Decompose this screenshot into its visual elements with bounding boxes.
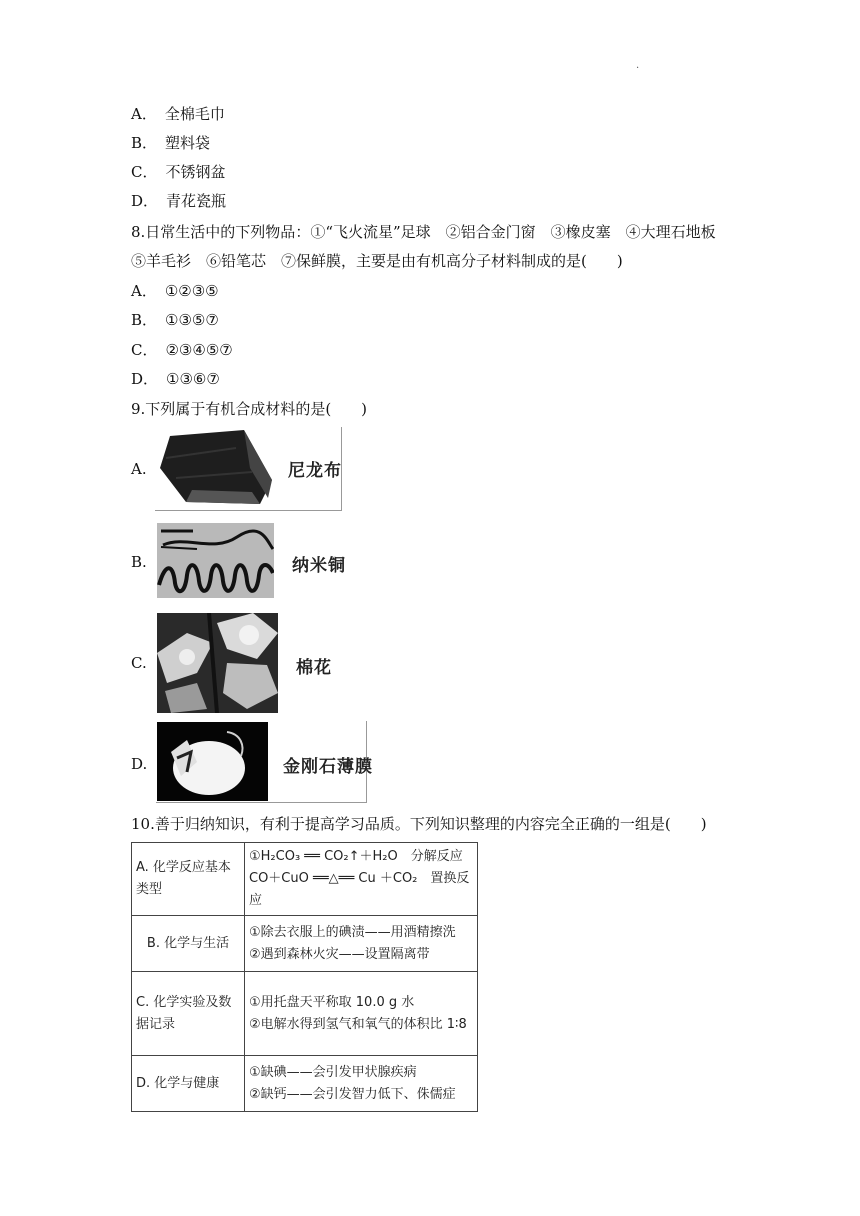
q9-option-b-caption: 纳米铜 [292, 556, 346, 576]
option-label: C． [131, 163, 158, 181]
content-line: ①H₂CO₃ ══ CO₂↑＋H₂O 分解反应 [249, 849, 463, 864]
option-text: ①③⑤⑦ [165, 311, 219, 329]
option-text: ①②③⑤ [164, 282, 219, 300]
diamond-film-image [157, 722, 268, 801]
option-label: D． [131, 192, 159, 210]
nylon-cloth-image [156, 428, 274, 508]
option-text: ②③④⑤⑦ [165, 341, 233, 359]
table-cell-content [245, 916, 478, 972]
table-row [132, 843, 478, 916]
content-line: ②缺钙——会引发智力低下、侏儒症 [249, 1086, 456, 1102]
table-cell-category: B. 化学与生活 [132, 916, 245, 972]
option-label: A． [131, 105, 157, 123]
option-label: D． [131, 370, 159, 388]
option-label: B． [131, 134, 158, 152]
content-line: ①除去衣服上的碘渍——用酒精擦洗 [249, 924, 456, 940]
knowledge-table [131, 842, 478, 1112]
option-text: ①③⑥⑦ [166, 370, 220, 388]
q7-option-c [131, 162, 226, 182]
content-line: CO＋CuO ══△══ Cu ＋CO₂ 置换反应 [249, 871, 470, 908]
option-label: C． [131, 341, 158, 359]
header-mark: . [636, 60, 640, 71]
q10-stem: 10.善于归纳知识，有利于提高学习品质。下列知识整理的内容完全正确的一组是( ) [131, 815, 707, 833]
content-line: ②电解水得到氢气和氧气的体积比 1∶8 [249, 1016, 467, 1032]
q9-option-c-label: C. [131, 654, 147, 672]
q7-option-b [131, 133, 210, 153]
q7-option-d [131, 191, 226, 211]
option-label: A． [131, 282, 157, 300]
nano-copper-image [157, 523, 274, 598]
q9-option-b-label: B. [131, 553, 147, 571]
q9-option-a-caption: 尼龙布 [288, 461, 342, 481]
table-row [132, 916, 478, 972]
content-line: ①缺碘——会引发甲状腺疾病 [249, 1064, 417, 1080]
cotton-image [157, 613, 278, 713]
table-row [132, 972, 478, 1056]
table-cell-category: A. 化学反应基本类型 [132, 843, 245, 916]
q8-stem-line1: 8.日常生活中的下列物品：①“飞火流星”足球 ②铝合金门窗 ③橡皮塞 ④大理石地板 [131, 223, 716, 241]
q8-stem-line2: ⑤羊毛衫 ⑥铅笔芯 ⑦保鲜膜，主要是由有机高分子材料制成的是( ) [131, 252, 623, 270]
option-label: B． [131, 311, 158, 329]
q8-option-b [131, 310, 219, 330]
content-line: ①用托盘天平称取 10.0 g 水 [249, 994, 415, 1010]
table-cell-content [245, 972, 478, 1056]
content-line: ②遇到森林火灾——设置隔离带 [249, 946, 430, 962]
table-row [132, 1056, 478, 1112]
table-cell-category: D. 化学与健康 [132, 1056, 245, 1112]
option-text: 塑料袋 [165, 134, 211, 152]
option-text: 青花瓷瓶 [166, 192, 227, 210]
q9-stem: 9.下列属于有机合成材料的是( ) [131, 400, 368, 418]
q8-option-c [131, 340, 233, 360]
q9-option-a-label: A. [131, 460, 147, 478]
q9-option-d-label: D. [131, 755, 148, 773]
q8-option-a [131, 281, 219, 301]
table-cell-content [245, 843, 478, 916]
q9-option-c-caption: 棉花 [296, 658, 332, 678]
q7-option-a [131, 104, 225, 124]
option-text: 全棉毛巾 [164, 105, 225, 123]
table-cell-category: C. 化学实验及数据记录 [132, 972, 245, 1056]
q8-option-d [131, 369, 220, 389]
table-cell-content [245, 1056, 478, 1112]
option-text: 不锈钢盆 [165, 163, 226, 181]
q9-option-d-caption: 金刚石薄膜 [283, 757, 373, 777]
